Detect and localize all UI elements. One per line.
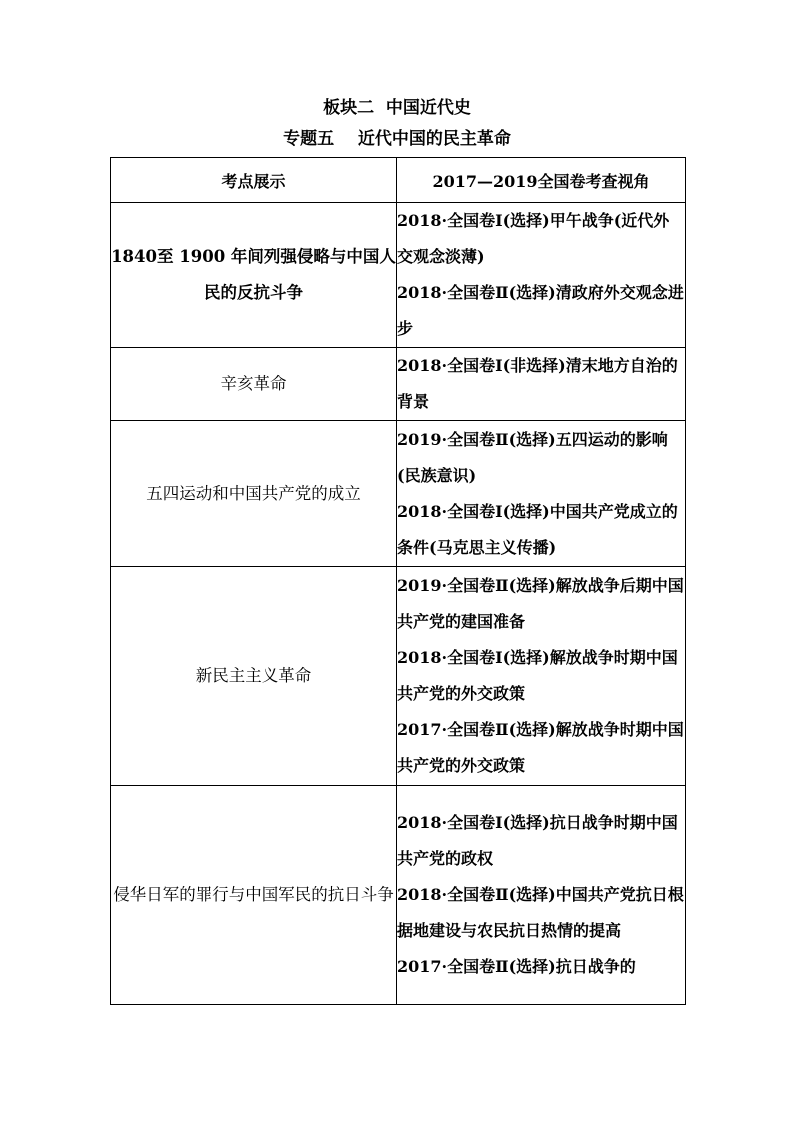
- topic-title: 专题五 近代中国的民主革命: [283, 129, 511, 149]
- header-exams: 2017—2019全国卷考查视角: [397, 158, 686, 203]
- topic-text: 1840至 1900 年间列强侵略与中国人民的反抗斗争: [111, 247, 396, 302]
- exam-item: 2018·全国卷Ⅰ(选择)甲午战争(近代外交观念淡薄): [397, 211, 670, 266]
- topic-text: 辛亥革命: [220, 374, 287, 393]
- topic-text: 侵华日军的罪行与中国军民的抗日斗争: [113, 885, 394, 904]
- topic-cell: [111, 567, 397, 786]
- exams-cell: [397, 421, 686, 567]
- exam-table: [110, 157, 686, 1005]
- exam-item: 2019·全国卷Ⅱ(选择)解放战争后期中国共产党的建国准备: [397, 576, 684, 631]
- exam-item: 2018·全国卷Ⅱ(选择)清政府外交观念进步: [397, 283, 684, 338]
- exam-item: 2018·全国卷Ⅰ(选择)抗日战争时期中国共产党的政权: [397, 813, 678, 868]
- topic-cell: [111, 421, 397, 567]
- header-topic: 考点展示: [111, 158, 397, 203]
- topic-text: 新民主主义革命: [195, 666, 312, 685]
- exam-item: 2018·全国卷Ⅰ(非选择)清末地方自治的背景: [397, 356, 678, 411]
- topic-text: 五四运动和中国共产党的成立: [146, 483, 361, 503]
- table-header-row: [111, 158, 686, 203]
- exam-item: 2017·全国卷Ⅱ(选择)解放战争时期中国共产党的外交政策: [397, 720, 684, 775]
- topic-cell: [111, 786, 397, 1005]
- exam-item: 2018·全国卷Ⅱ(选择)中国共产党抗日根据地建设与农民抗日热情的提高: [397, 885, 684, 940]
- exams-cell: [397, 203, 686, 348]
- table-row: [111, 786, 686, 1005]
- table-row: [111, 567, 686, 786]
- table-row: [111, 421, 686, 567]
- exam-item: 2019·全国卷Ⅱ(选择)五四运动的影响(民族意识): [397, 429, 668, 485]
- table-row: [111, 203, 686, 348]
- exams-cell: [397, 567, 686, 786]
- exam-item: 2018·全国卷Ⅰ(选择)解放战争时期中国共产党的外交政策: [397, 648, 678, 703]
- topic-cell: [111, 348, 397, 421]
- table-row: [111, 348, 686, 421]
- topic-cell: [111, 203, 397, 348]
- exam-item: 2017·全国卷Ⅱ(选择)抗日战争的: [397, 957, 636, 976]
- exams-cell: [397, 786, 686, 1005]
- exams-cell: [397, 348, 686, 421]
- exam-item: 2018·全国卷Ⅰ(选择)中国共产党成立的条件(马克思主义传播): [397, 501, 678, 557]
- section-title: 板块二 中国近代史: [323, 98, 471, 118]
